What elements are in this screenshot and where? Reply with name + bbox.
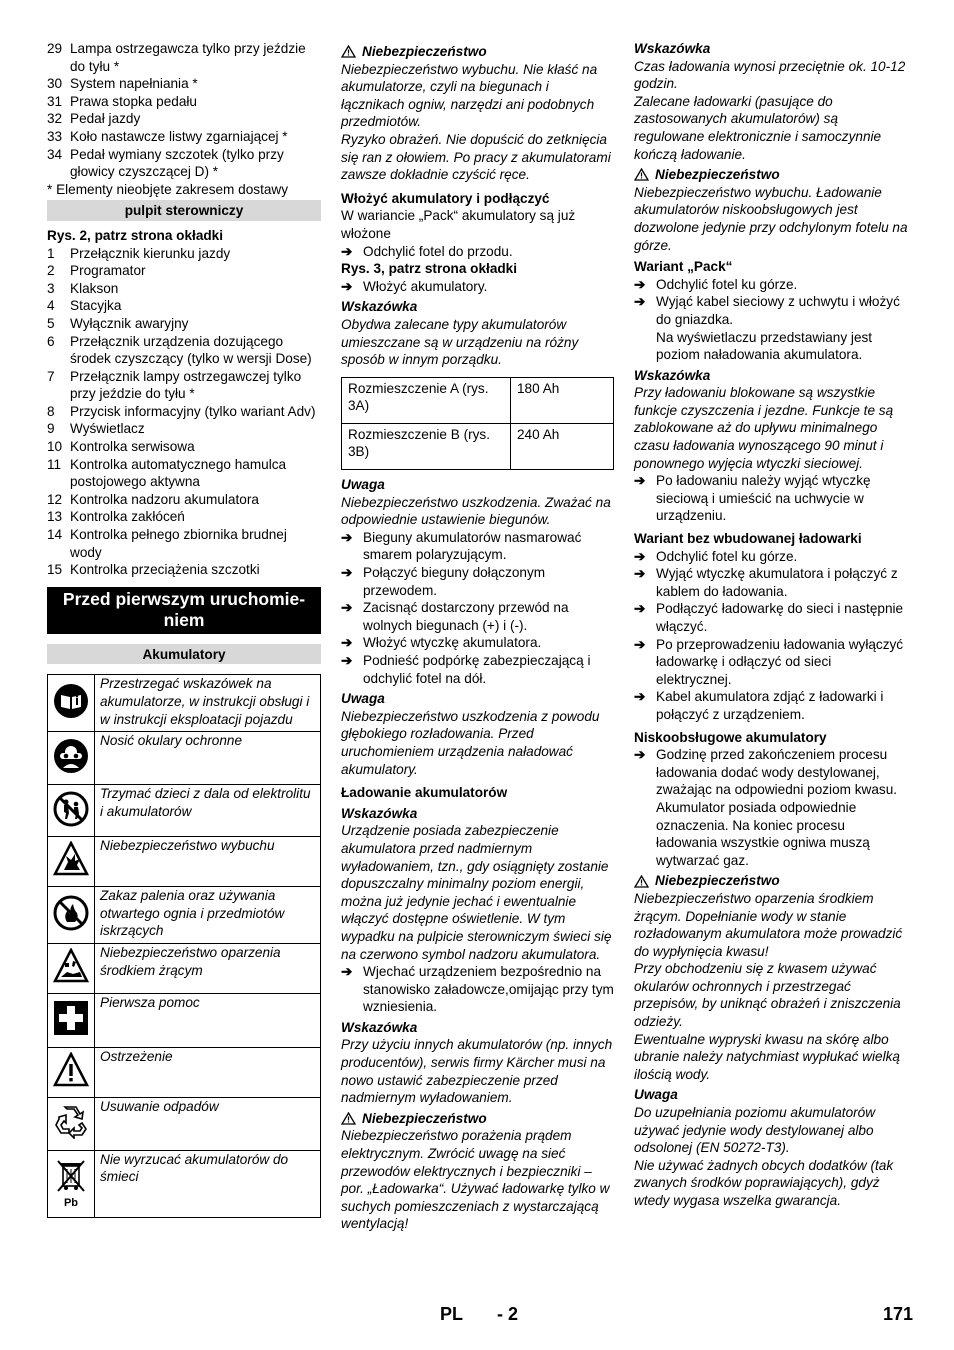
legend-item — [47, 128, 321, 146]
legend-item — [47, 93, 321, 111]
no-fire-icon — [53, 895, 89, 931]
legend-number: 8 — [47, 403, 55, 419]
manual-icon — [53, 683, 89, 719]
arrow-icon: ➔ — [634, 689, 646, 705]
legend-text: Kontrolka przeciążenia szczotki — [70, 562, 260, 578]
symbol-cell — [48, 785, 95, 837]
symbol-row — [48, 1150, 321, 1217]
layout-cell: Rozmieszczenie B (rys. 3B) — [342, 423, 511, 469]
legend-item — [47, 403, 321, 421]
charging-heading: Ładowanie akumulatorów — [341, 785, 508, 801]
legend-text: Kontrolka nadzoru akumulatora — [70, 491, 259, 507]
legend-item — [47, 297, 321, 315]
legend-item — [47, 280, 321, 298]
symbol-cell — [48, 944, 95, 994]
symbol-cell — [48, 837, 95, 887]
layout-cell: Rozmieszczenie A (rys. 3A) — [342, 377, 511, 423]
legend-number: 34 — [47, 146, 63, 162]
arrow-icon: ➔ — [341, 243, 353, 259]
legend-number: 3 — [47, 280, 55, 296]
note-text: Zalecane ładowarki (pasujące do zastosowanych akumulatorów) są regulowane elektronicznie i samoczynnie kończą ładowanie. — [634, 93, 882, 162]
legend-item — [47, 110, 321, 128]
low-maintenance-heading: Niskoobsługowe akumulatory — [634, 729, 827, 745]
footer-section: - 2 — [497, 1304, 519, 1324]
legend-text: Prawa stopka pedału — [70, 93, 197, 109]
step: ➔ Połączyć bieguny dołączonym przewodem. — [341, 565, 546, 598]
control-legend-list — [47, 245, 321, 579]
step: ➔ Podłączyć ładowarkę do sieci i następnie włączyć. — [634, 601, 904, 634]
symbol-row — [48, 1097, 321, 1150]
danger-heading: Niebezpieczeństwo — [341, 43, 614, 61]
symbol-cell — [48, 1048, 95, 1098]
step: ➔ Godzinę przed zakończeniem procesu ładowania dodać wody destylowanej, zważając na odpowiedni poziom kwasu. Akumulator posiada odpowiednie oznaczenia. Na koniec procesu ładowania wszystkie ogniwa muszą wytwarzać gaz. — [634, 747, 898, 868]
arrow-icon: ➔ — [634, 636, 646, 652]
danger-heading: Niebezpieczeństwo — [341, 1110, 614, 1128]
legend-number: 12 — [47, 491, 63, 507]
symbol-cell — [48, 1097, 95, 1150]
batteries-bar: Akumulatory — [47, 644, 321, 665]
symbol-cell — [48, 675, 95, 732]
legend-text: Kontrolka serwisowa — [70, 439, 195, 455]
arrow-icon: ➔ — [634, 276, 646, 292]
legend-text: Przełącznik kierunku jazdy — [70, 245, 231, 261]
legend-number: 10 — [47, 439, 63, 455]
section-title: Przed pierwszym uruchomie-niem — [47, 587, 321, 634]
step: ➔ Po ładowaniu należy wyjąć wtyczkę sieciową i umieścić na uchwycie w urządzeniu. — [634, 473, 871, 524]
symbol-row — [48, 1048, 321, 1098]
note-text: Urządzenie posiada zabezpieczenie akumulatora przed nadmiernym wyładowaniem, tzn., gdy osiągnięty zostanie dopuszczalny minimalny poziom energii, można już jedynie jechać i ewentualnie włączyć dostępne oświetlenie. W tym wypadku na pulpicie sterowniczym świeci się na czerwono symbol nadzoru akumulatora. — [341, 823, 612, 962]
legend-number: 13 — [47, 509, 63, 525]
symbol-text: Nie wyrzucać akumulatorów do śmieci — [95, 1150, 321, 1217]
legend-number: 2 — [47, 263, 55, 279]
symbol-row — [48, 837, 321, 887]
step: ➔ Zacisnąć dostarczony przewód na wolnych biegunach (+) i (-). — [341, 600, 569, 633]
no-children-icon — [53, 791, 89, 827]
symbol-text: Pierwsza pomoc — [95, 994, 321, 1048]
no-bin-pb-icon — [53, 1158, 89, 1194]
legend-text: Kontrolka pełnego zbiornika brudnej wody — [70, 527, 287, 560]
legend-item — [47, 420, 321, 438]
column-3 — [634, 40, 908, 1210]
danger-text: Przy obchodzeniu się z kwasem używać okularów ochronnych i przestrzegać przepisów, by uniknąć obrażeń i zniszczenia odzieży. — [634, 961, 901, 1030]
legend-text: Koło nastawcze listwy zgarniającej * — [70, 128, 288, 144]
legend-text: Lampa ostrzegawcza tylko przy jeździe do tyłu * — [70, 41, 306, 74]
arrow-icon: ➔ — [341, 529, 353, 545]
symbol-text: Nosić okulary ochronne — [95, 732, 321, 785]
legend-text: Programator — [70, 263, 146, 279]
caution-text: Niebezpieczeństwo uszkodzenia. Zważać na odpowiednie ustawienie biegunów. — [341, 494, 611, 528]
step: ➔ Kabel akumulatora zdjąć z ładowarki i połączyć z urządzeniem. — [634, 689, 884, 722]
table-row — [342, 423, 614, 469]
control-panel-bar: pulpit sterowniczy — [47, 200, 321, 221]
arrow-icon: ➔ — [341, 653, 353, 668]
legend-number: 32 — [47, 111, 63, 127]
arrow-icon: ➔ — [341, 565, 353, 581]
column-1 — [47, 40, 321, 1218]
step: ➔ Wjechać urządzeniem bezpośrednio na stanowisko załadowcze,omijając przy tym wzniesienia. — [341, 964, 614, 1015]
note-heading: Wskazówka — [341, 805, 418, 821]
symbol-text: Zakaz palenia oraz używania otwartego ognia i przedmiotów iskrzących — [95, 887, 321, 944]
legend-item — [47, 245, 321, 263]
symbol-cell — [48, 732, 95, 785]
recycle-icon — [53, 1103, 89, 1139]
legend-item — [47, 491, 321, 509]
legend-number: 9 — [47, 421, 55, 437]
capacity-cell: 180 Ah — [511, 377, 614, 423]
legend-item — [47, 333, 321, 368]
acid-burn-icon — [53, 948, 89, 984]
legend-text: Przycisk informacyjny (tylko wariant Adv) — [70, 403, 316, 419]
legend-item — [47, 526, 321, 561]
arrow-icon: ➔ — [634, 566, 646, 582]
step: ➔ Podnieść podpórkę zabezpieczającą i odchylić fotel na dół. — [341, 653, 591, 686]
legend-text: Pedał wymiany szczotek (tylko przy głowicy czyszczącej D) * — [70, 146, 284, 180]
danger-text: Niebezpieczeństwo wybuchu. Nie kłaść na akumulatorze, czyli na biegunach i łącznikach ogniw, narzędzi ani podobnych przedmiotów. — [341, 61, 598, 130]
step: ➔ Włożyć wtyczkę akumulatora. — [341, 635, 542, 651]
warning-triangle-icon — [634, 875, 649, 888]
arrow-icon: ➔ — [341, 964, 353, 980]
legend-text: Wyłącznik awaryjny — [70, 315, 189, 331]
caution-text: Niebezpieczeństwo uszkodzenia z powodu głębokiego rozładowania. Przed uruchomieniem urządzenia naładować akumulatory. — [341, 708, 600, 777]
step: ➔ Po przeprowadzeniu ładowania wyłączyć ładowarkę i odłączyć od sieci elektrycznej. — [634, 636, 904, 687]
symbol-row — [48, 944, 321, 994]
warning-triangle-icon — [341, 1112, 356, 1125]
symbol-text: Ostrzeżenie — [95, 1048, 321, 1098]
delivery-note: * Elementy nieobjęte zakresem dostawy — [47, 181, 289, 197]
symbol-text: Niebezpieczeństwo wybuchu — [95, 837, 321, 887]
caution-heading: Uwaga — [341, 477, 385, 493]
pole-steps-list — [341, 529, 614, 687]
arrow-icon: ➔ — [634, 747, 646, 763]
step: ➔ Odchylić fotel ku górze. — [634, 276, 798, 292]
legend-text: Wyświetlacz — [70, 421, 145, 437]
legend-number: 11 — [47, 456, 62, 472]
pb-label: Pb — [63, 1197, 79, 1210]
legend-item — [47, 438, 321, 456]
step: ➔ Odchylić fotel ku górze. — [634, 548, 798, 564]
note-text: Przy użyciu innych akumulatorów (np. innych producentów), serwis firmy Kärcher musi na nowo ustawić zabezpieczenie przed nadmiernym wyładowaniem. — [341, 1037, 613, 1106]
legend-text: Pedał jazdy — [70, 111, 141, 127]
arrow-icon: ➔ — [341, 600, 353, 616]
caution-heading: Uwaga — [341, 691, 385, 707]
danger-heading: Niebezpieczeństwo — [634, 872, 908, 890]
fig2-ref: Rys. 2, patrz strona okładki — [47, 227, 224, 243]
legend-text: Kontrolka automatycznego hamulca postojowego aktywna — [70, 456, 287, 490]
symbol-text: Usuwanie odpadów — [95, 1097, 321, 1150]
legend-number: 29 — [47, 41, 63, 56]
arrow-icon: ➔ — [634, 473, 646, 489]
legend-number: 1 — [47, 245, 55, 261]
note-text: Czas ładowania wynosi przeciętnie ok. 10-12 godzin. — [634, 58, 906, 92]
symbol-row — [48, 994, 321, 1048]
explosion-icon — [53, 841, 89, 877]
note-text: Przy ładowaniu blokowane są wszystkie funkcje czyszczenia i jezdne. Funkcje te są zablokowane aż do upływu minimalnego czasu ładowania wynoszącego 90 minut i ponownego wyjęcia wtyczki sieciowej. — [634, 385, 894, 471]
symbol-text: Niebezpieczeństwo oparzenia środkiem żrącym — [95, 944, 321, 994]
arrow-icon: ➔ — [634, 548, 646, 564]
arrow-icon: ➔ — [634, 294, 646, 310]
step: ➔ Wyjąć wtyczkę akumulatora i połączyć z kablem do ładowania. — [634, 566, 898, 599]
legend-top-list — [47, 40, 321, 181]
symbol-cell — [48, 1150, 95, 1217]
warning-triangle-icon — [341, 45, 356, 58]
symbol-row — [48, 732, 321, 785]
symbol-text: Trzymać dzieci z dala od elektrolitu i akumulatorów — [95, 785, 321, 837]
legend-text: Kontrolka zakłóceń — [70, 509, 185, 525]
legend-number: 30 — [47, 76, 63, 92]
legend-item — [47, 368, 321, 403]
symbol-row — [48, 785, 321, 837]
warning-icon — [53, 1052, 89, 1088]
legend-text: Stacyjka — [70, 298, 122, 314]
danger-text: Ewentualne wypryski kwasu na skórę albo ubranie należy natychmiast wypłukać wielką ilością wody. — [634, 1031, 900, 1082]
legend-number: 14 — [47, 527, 63, 543]
table-row — [342, 377, 614, 423]
symbol-cell — [48, 994, 95, 1048]
legend-item — [47, 508, 321, 526]
fig3-ref: Rys. 3, patrz strona okładki — [341, 261, 518, 277]
caution-heading: Uwaga — [634, 1087, 678, 1103]
legend-item — [47, 146, 321, 181]
legend-number: 31 — [47, 93, 63, 109]
note-heading: Wskazówka — [634, 41, 711, 56]
danger-text: Niebezpieczeństwo oparzenia środkiem żrącym. Dopełnianie wody w stanie rozładowanym akumulatora może prowadzić do wypłynięcia kwasu! — [634, 890, 903, 959]
capacity-cell: 240 Ah — [511, 423, 614, 469]
danger-heading: Niebezpieczeństwo — [634, 166, 908, 184]
note-heading: Wskazówka — [341, 1019, 418, 1035]
legend-item — [47, 315, 321, 333]
caution-text: Do uzupełniania poziomu akumulatorów używać jedynie wody destylowanej albo odsolonej (EN 50272-T3). — [634, 1105, 876, 1156]
symbol-text: Przestrzegać wskazówek na akumulatorze, w instrukcji obsługi i w instrukcji eksploatacji pojazdu — [95, 675, 321, 732]
legend-item — [47, 561, 321, 579]
step: ➔ Bieguny akumulatorów nasmarować smarem polaryzującym. — [341, 529, 582, 563]
arrow-icon: ➔ — [634, 601, 646, 617]
pack-heading: Wariant „Pack“ — [634, 259, 733, 275]
legend-text: Przełącznik urządzenia dozującego środek czyszczący (tylko w wersji Dose) — [70, 333, 312, 367]
legend-item — [47, 456, 321, 491]
legend-text: System napełniania * — [70, 76, 198, 92]
legend-text: Przełącznik lampy ostrzegawczej tylko przy jeździe do tyłu * — [70, 368, 302, 402]
legend-item — [47, 75, 321, 93]
legend-item — [47, 262, 321, 280]
note-heading: Wskazówka — [634, 367, 711, 383]
capacity-table — [341, 377, 614, 470]
symbol-row — [48, 675, 321, 732]
column-2 — [341, 40, 614, 1233]
danger-text: Ryzyko obrażeń. Nie dopuścić do zetknięcia się ran z ołowiem. Po pracy z akumulatorami zawsze dokładnie czyścić ręce. — [341, 131, 611, 183]
arrow-icon: ➔ — [341, 635, 353, 651]
legend-number: 4 — [47, 298, 55, 314]
symbols-table — [47, 674, 321, 1217]
no-charger-steps-list — [634, 548, 908, 724]
step: ➔ Wyjąć kabel sieciowy z uchwytu i włożyć do gniazdka. — [634, 294, 900, 327]
danger-text: Niebezpieczeństwo porażenia prądem elektrycznym. Zwrócić uwagę na sieć przewodów elektrycznych i bezpieczniki – por. „Ładowarka“. Używać ładowarkę tylko w suchych pomieszczeniach z wystarczającą wentylacją! — [341, 1128, 610, 1232]
legend-text: Klakson — [70, 280, 119, 296]
no-charger-heading: Wariant bez wbudowanej ładowarki — [634, 531, 862, 547]
note-heading: Wskazówka — [341, 299, 418, 315]
symbol-cell — [48, 887, 95, 944]
caution-text: Nie używać żadnych obcych dodatków (tak zwanych środków poprawiających), gdyż wtedy wygasa wszelka gwarancja. — [634, 1157, 894, 1208]
legend-number: 7 — [47, 368, 55, 384]
step: ➔ Odchylić fotel do przodu. — [341, 243, 513, 259]
footer-language: PL — [440, 1304, 464, 1324]
legend-number: 5 — [47, 315, 55, 331]
note-text: Obydwa zalecane typy akumulatorów umieszczane są w urządzeniu na różny sposób w innym porządku. — [341, 316, 579, 368]
insert-heading: Włożyć akumulatory i podłączyć — [341, 190, 550, 206]
legend-number: 15 — [47, 562, 63, 578]
goggles-icon — [53, 738, 89, 774]
page-number: 171 — [883, 1304, 914, 1324]
pack-info: Na wyświetlaczu przedstawiany jest poziom naładowania akumulatora. — [656, 329, 873, 363]
warning-triangle-icon — [634, 168, 649, 181]
arrow-icon: ➔ — [341, 278, 353, 294]
first-aid-icon — [53, 1000, 89, 1036]
legend-number: 33 — [47, 128, 63, 144]
symbol-row — [48, 887, 321, 944]
insert-text: W wariancie „Pack“ akumulatory są już włożone — [341, 208, 576, 241]
step: ➔ Włożyć akumulatory. — [341, 278, 488, 294]
legend-number: 6 — [47, 333, 55, 349]
legend-item — [47, 40, 321, 75]
danger-text: Niebezpieczeństwo wybuchu. Ładowanie akumulatorów niskoobsługowych jest dozwolone jedynie przy odchylonym fotelu na górze. — [634, 184, 908, 253]
